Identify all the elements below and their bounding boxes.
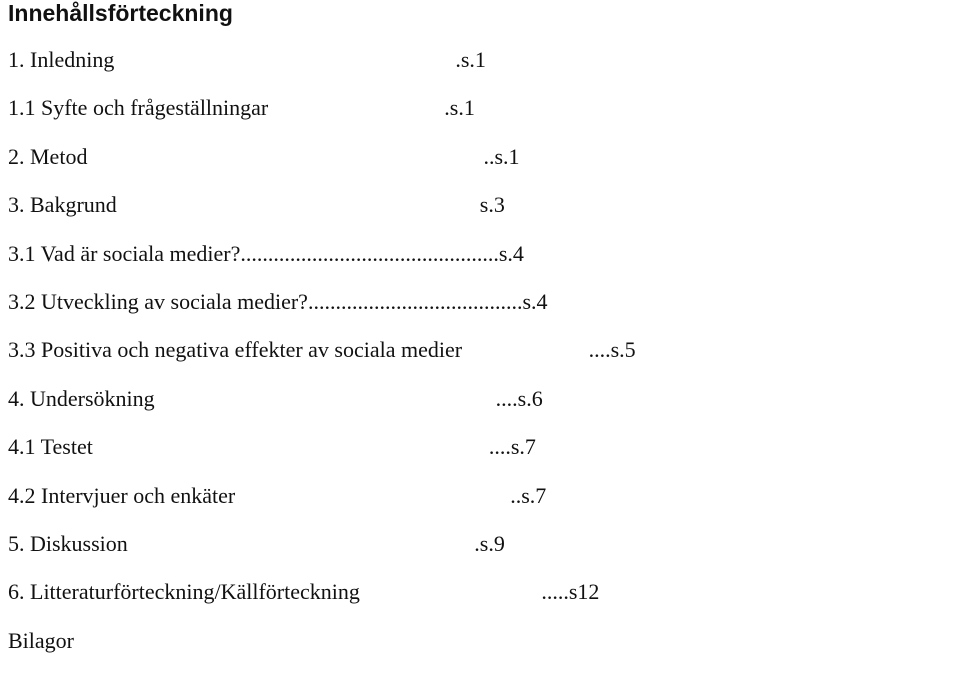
toc-entry-1-inledning: 1. Inledning .s.1 — [8, 47, 486, 72]
toc-entry-1-1-syfte: 1.1 Syfte och frågeställningar .s.1 — [8, 95, 475, 121]
toc-entry-3-1-vad-ar-sociala-medier: 3.1 Vad är sociala medier?...............................................s.4 — [8, 240, 524, 266]
toc-entry-4-2-intervjuer: 4.2 Intervjuer och enkäter ..s.7 — [8, 482, 547, 508]
toc-entry-4-1-testet: 4.1 Testet ....s.7 — [8, 434, 536, 460]
toc-entry-3-2-utveckling: 3.2 Utveckling av sociala medier?.......................................s.4 — [8, 288, 548, 314]
toc-entry-4-undersokning: 4. Undersökning ....s.6 — [8, 385, 543, 411]
toc-entry-3-bakgrund: 3. Bakgrund s.3 — [8, 192, 505, 218]
toc-entry-2-metod: 2. Metod ..s.1 — [8, 143, 520, 169]
toc-entry-5-diskussion: 5. Diskussion .s.9 — [8, 530, 505, 556]
toc-entry-3-3-effekter: 3.3 Positiva och negativa effekter av sociala medier ....s.5 — [8, 337, 636, 363]
page-title: Innehållsförteckning — [8, 0, 233, 26]
toc-entry-bilagor: Bilagor — [8, 627, 74, 653]
table-of-contents — [8, 44, 636, 673]
toc-entry-6-litteratur: 6. Litteraturförteckning/Källförteckning .....s12 — [8, 579, 600, 605]
